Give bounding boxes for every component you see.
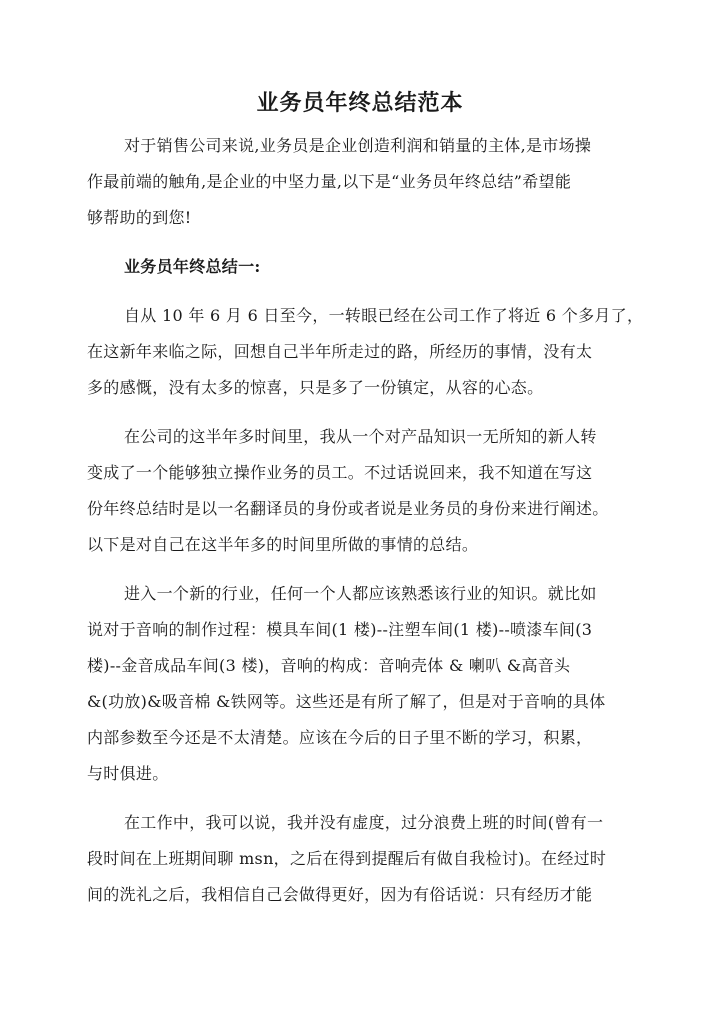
paragraph xyxy=(87,298,644,406)
document-body xyxy=(87,128,644,913)
text-line: 间的洗礼之后，我相信自己会做得更好，因为有俗话说：只有经历才能 xyxy=(87,885,593,904)
text-line: 多的感慨，没有太多的惊喜，只是多了一份镇定，从容的心态。 xyxy=(87,378,544,397)
text-line: 对于销售公司来说,业务员是企业创造利润和销量的主体,是市场操 xyxy=(124,136,592,155)
text-line: &(功放)&吸音棉 &铁网等。这些还是有所了解了，但是对于音响的具体 xyxy=(87,692,606,711)
section-heading: 业务员年终总结一: xyxy=(124,257,261,276)
text-line: 自从 10 年 6 月 6 日至今，一转眼已经在公司工作了将近 6 个多月了， xyxy=(124,306,644,325)
text-line: 作最前端的触角,是企业的中坚力量,以下是“业务员年终总结”希望能 xyxy=(87,172,572,191)
paragraph xyxy=(87,805,635,913)
text-line: 与时俱进。 xyxy=(87,764,169,783)
document-title: 业务员年终总结范本 xyxy=(256,90,464,116)
text-line: 够帮助的到您! xyxy=(87,208,192,227)
text-line: 变成了一个能够独立操作业务的员工。不过话说回来，我不知道在写这 xyxy=(87,463,593,482)
intro-paragraph xyxy=(87,128,635,236)
paragraph xyxy=(87,419,635,563)
text-line: 在这新年来临之际，回想自己半年所走过的路，所经历的事情，没有太 xyxy=(87,342,593,361)
paragraph xyxy=(87,576,635,792)
text-line: 在工作中，我可以说，我并没有虚度，过分浪费上班的时间(曾有一 xyxy=(124,813,604,832)
text-line: 说对于音响的制作过程：模具车间(1 楼)--注塑车间(1 楼)--喷漆车间(3 xyxy=(87,620,593,639)
text-line: 以下是对自己在这半年多的时间里所做的事情的总结。 xyxy=(87,535,479,554)
text-line: 在公司的这半年多时间里，我从一个对产品知识一无所知的新人转 xyxy=(124,427,597,446)
text-line: 份年终总结时是以一名翻译员的身份或者说是业务员的身份来进行阐述。 xyxy=(87,499,609,518)
text-line: 段时间在上班期间聊 msn，之后在得到提醒后有做自我检讨)。在经过时 xyxy=(87,849,607,868)
text-line: 进入一个新的行业，任何一个人都应该熟悉该行业的知识。就比如 xyxy=(124,584,597,603)
text-line: 内部参数至今还是不太清楚。应该在今后的日子里不断的学习，积累， xyxy=(87,728,593,747)
text-line: 楼)--金音成品车间(3 楼)，音响的构成：音响壳体 & 喇叭 &高音头 xyxy=(87,656,571,675)
